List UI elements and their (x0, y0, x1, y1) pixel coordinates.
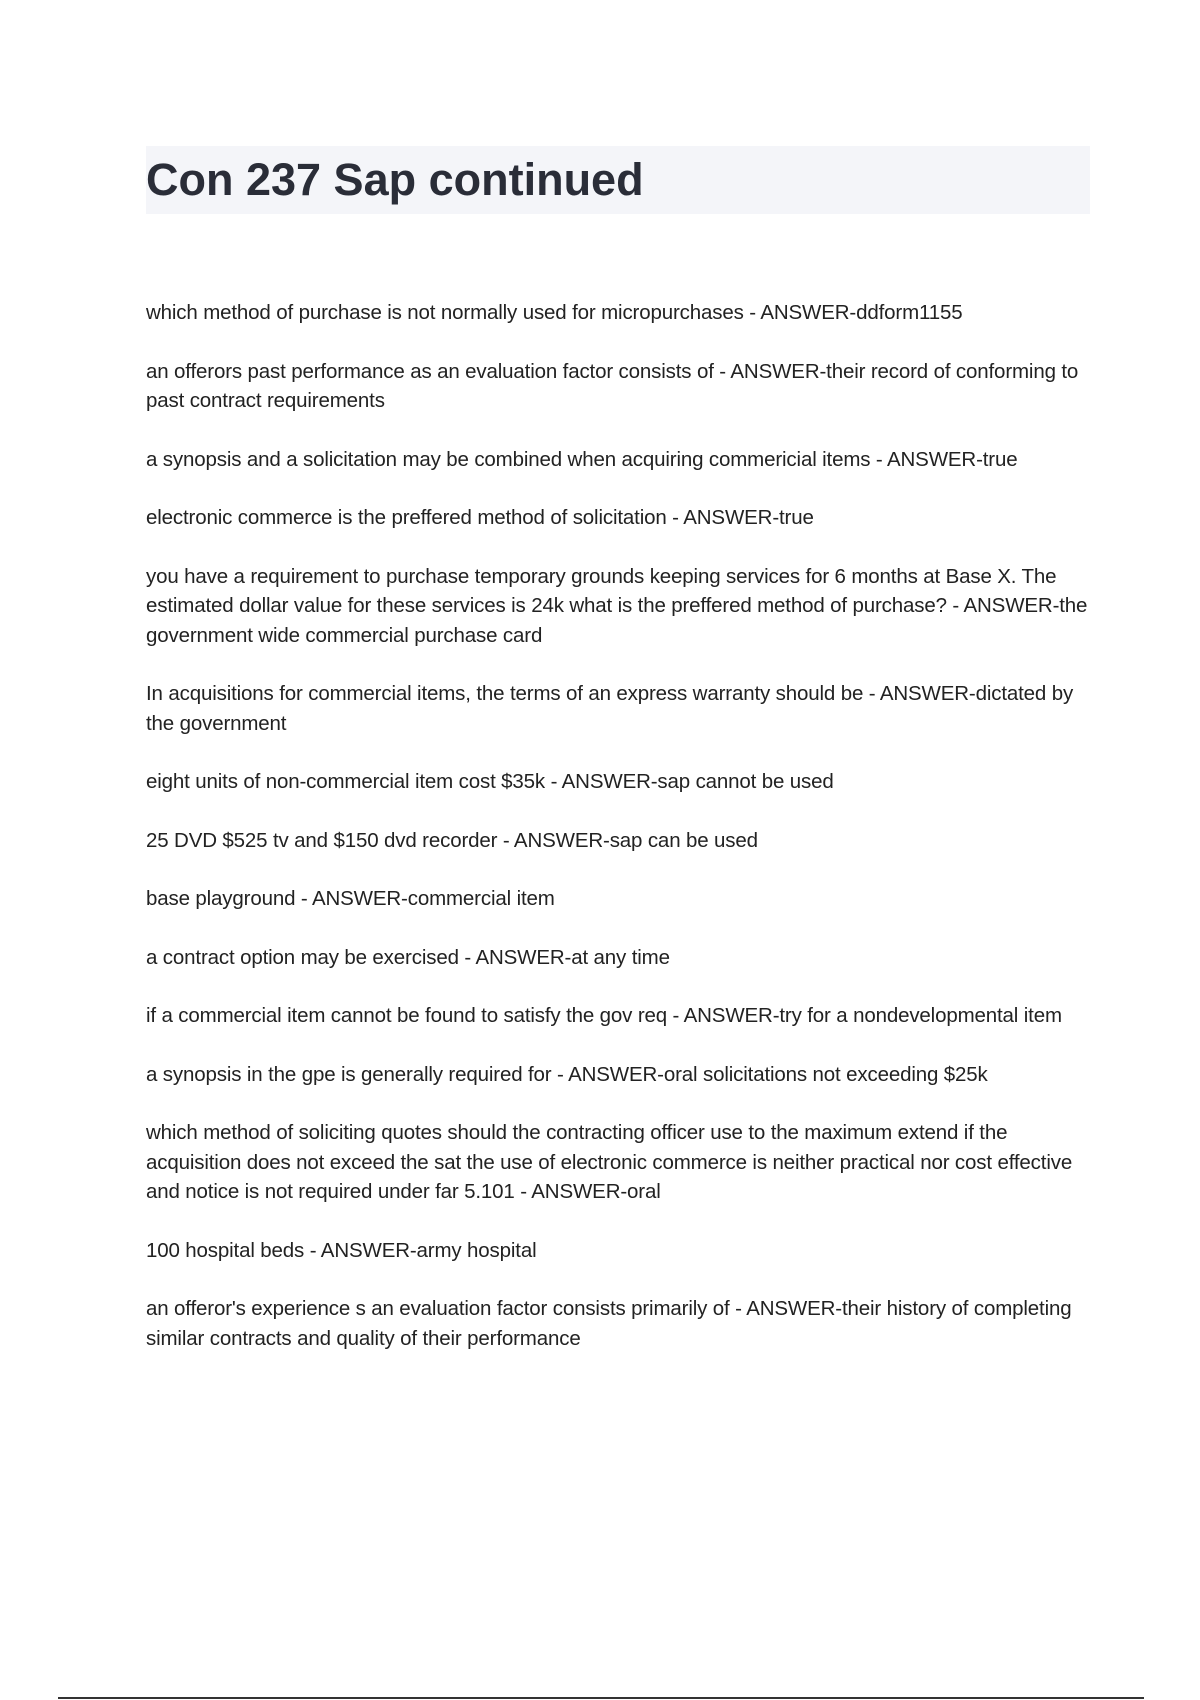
qa-item: an offeror's experience s an evaluation factor consists primarily of - ANSWER-their history of completing similar contracts and quality of their performance (146, 1297, 1072, 1350)
page-bottom-divider (58, 1697, 1144, 1699)
qa-item: 25 DVD $525 tv and $150 dvd recorder - ANSWER-sap can be used (146, 828, 758, 852)
qa-list (146, 298, 1090, 1382)
qa-item: In acquisitions for commercial items, the terms of an express warranty should be - ANSWER-dictated by the government (146, 682, 1074, 735)
qa-item: an offerors past performance as an evaluation factor consists of - ANSWER-their record of conforming to past contract requirements (146, 359, 1079, 412)
qa-item: base playground - ANSWER-commercial item (146, 887, 555, 910)
qa-item: electronic commerce is the preffered method of solicitation - ANSWER-true (146, 506, 814, 529)
qa-item: eight units of non-commercial item cost $35k - ANSWER-sap cannot be used (146, 770, 834, 793)
title-banner (146, 146, 1090, 214)
qa-item: which method of soliciting quotes should the contracting officer use to the maximum extend if the acquisition does not exceed the sat the use of electronic commerce is neither practical nor cost effective and notice is not required under far 5.101 - ANSWER-oral (146, 1121, 1073, 1203)
qa-item: which method of purchase is not normally used for micropurchases - ANSWER-ddform1155 (146, 301, 963, 324)
qa-item: 100 hospital beds - ANSWER-army hospital (146, 1238, 537, 1262)
qa-item: if a commercial item cannot be found to satisfy the gov req - ANSWER-try for a nondevelopmental item (146, 1004, 1062, 1027)
page-title: Con 237 Sap continued (146, 154, 644, 205)
qa-item: a contract option may be exercised - ANSWER-at any time (146, 945, 670, 969)
qa-item: a synopsis and a solicitation may be combined when acquiring commericial items - ANSWER-true (146, 447, 1018, 471)
qa-item: a synopsis in the gpe is generally required for - ANSWER-oral solicitations not exceeding $25k (146, 1062, 988, 1086)
qa-item: you have a requirement to purchase temporary grounds keeping services for 6 months at Base X. The estimated dollar value for these services is 24k what is the preffered method of purchase? - ANSWER-the government wide commercial purchase card (146, 564, 1088, 647)
